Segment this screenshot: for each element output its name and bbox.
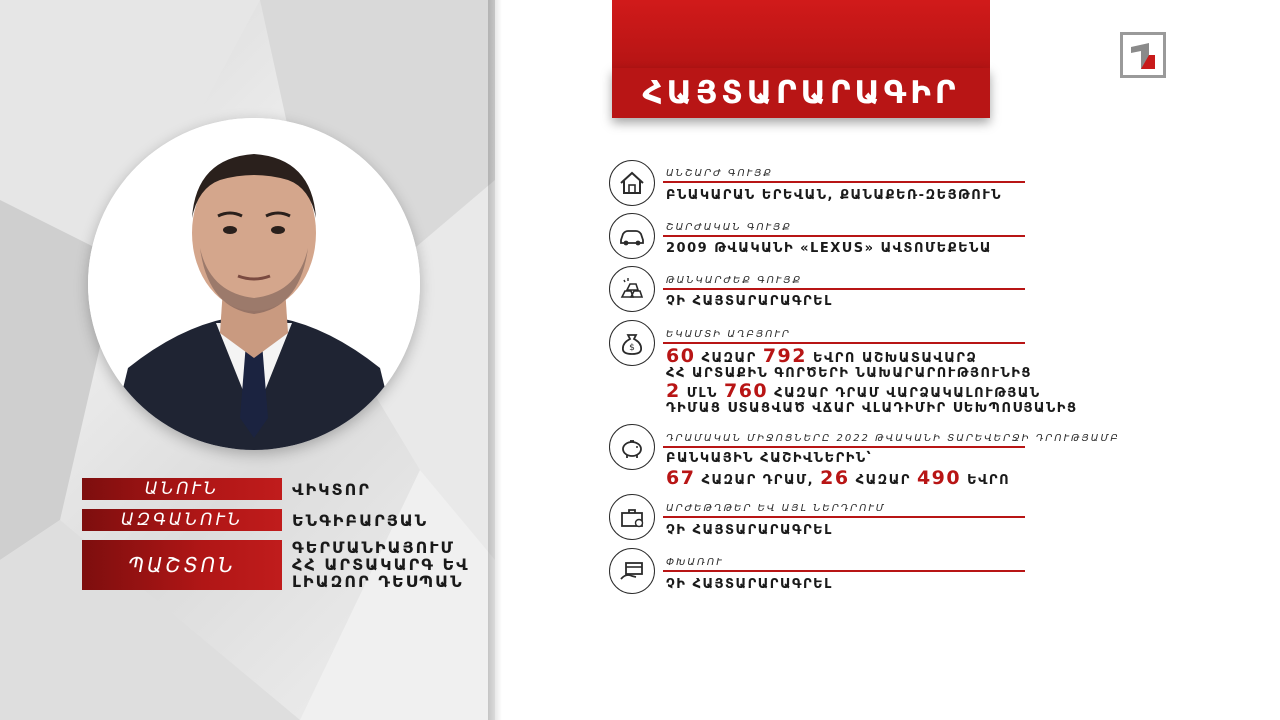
valuables-value: ՉԻ ՀԱՅՏԱՐԱՐԱԳՐԵԼ	[666, 294, 833, 309]
income-line-4: ԴԻՄԱՑ ՍՏԱՑՎԱԾ ՎՃԱՐ ՎԼԱԴԻՄԻՐ ՍԵԽՊՈՍՅԱՆԻՑ	[666, 401, 1078, 416]
cash-unit-3: ԵՎՐՈ	[961, 473, 1011, 488]
category-divider	[663, 288, 1025, 290]
income-line-1	[666, 345, 977, 367]
income-amount-1: 60	[666, 345, 696, 367]
svg-text:$: $	[629, 343, 635, 353]
position-line-2: ՀՀ ԱՐՏԱԿԱՐԳ ԵՎ	[292, 555, 470, 574]
money-bag-icon	[609, 320, 655, 366]
category-divider	[663, 516, 1025, 518]
securities-category: ԱՐԺԵԹՂԹԵՐ ԵՎ ԱՅԼ ՆԵՐԴՐՈՒՄ	[666, 503, 886, 514]
income-amount-2: 792	[762, 345, 807, 367]
cash-line-2	[666, 467, 1010, 489]
piggy-bank-icon	[609, 424, 655, 470]
portrait-photo	[88, 118, 420, 450]
position-label: ՊԱՇՏՈՆ	[82, 540, 282, 590]
movable-category: ՇԱՐԺԱԿԱՆ ԳՈՒՅՔ	[666, 222, 792, 233]
securities-value: ՉԻ ՀԱՅՏԱՐԱՐԱԳՐԵԼ	[666, 523, 833, 538]
real-estate-value: ԲՆԱԿԱՐԱՆ ԵՐԵՎԱՆ, ՔԱՆԱՔԵՌ-ԶԵՅԹՈՒՆ	[666, 188, 1003, 203]
income-category: ԵԿԱՄՏԻ ԱՂԲՅՈՒՐ	[666, 329, 791, 340]
real-estate-category: ԱՆՇԱՐԺ ԳՈՒՅՔ	[666, 168, 773, 179]
category-divider	[663, 342, 1025, 344]
category-divider	[663, 446, 1025, 448]
panel-divider	[488, 0, 502, 720]
category-divider	[663, 570, 1025, 572]
income-amount-4: 760	[723, 380, 769, 402]
income-desc-3: ՀԱԶԱՐ ԴՐԱՄ ՎԱՐՁԱԿԱԼՈՒԹՅԱՆ	[768, 386, 1041, 401]
cash-category: ԴՐԱՄԱԿԱՆ ՄԻՋՈՑՆԵՐԸ 2022 ԹՎԱԿԱՆԻ ՏԱՐԵՎԵՐՋԻ ԴՐՈՒԹՅԱՄԲ	[666, 433, 1120, 444]
cash-line-1: ԲԱՆԿԱՅԻՆ ՀԱՇԻՎՆԵՐԻՆ՝	[666, 451, 873, 466]
last-name-value: ԵՆԳԻԲԱՐՅԱՆ	[292, 511, 429, 530]
card-hand-icon	[609, 548, 655, 594]
category-divider	[663, 235, 1025, 237]
loans-value: ՉԻ ՀԱՅՏԱՐԱՐԱԳՐԵԼ	[666, 577, 833, 592]
cash-amount-1: 67	[666, 467, 696, 489]
income-line-3	[666, 380, 1041, 402]
last-name-label: ԱԶԳԱՆՈՒՆ	[82, 509, 282, 531]
channel-logo-icon	[1120, 32, 1166, 78]
income-unit-1: ՀԱԶԱՐ	[695, 351, 763, 366]
income-desc-1: ԵՎՐՈ ԱՇԽԱՏԱՎԱՐՁ	[806, 351, 978, 366]
category-divider	[663, 181, 1025, 183]
movable-value: 2009 ԹՎԱԿԱՆԻ «LEXUS» ԱՎՏՈՄԵՔԵՆԱ	[666, 241, 992, 256]
car-icon	[609, 213, 655, 259]
cash-unit-2: ՀԱԶԱՐ	[849, 473, 917, 488]
house-icon	[609, 160, 655, 206]
income-amount-3: 2	[666, 380, 681, 402]
gold-bars-icon	[609, 266, 655, 312]
position-line-1: ԳԵՐՄԱՆԻԱՅՈՒՄ	[292, 538, 455, 557]
first-name-label: ԱՆՈՒՆ	[82, 478, 282, 500]
income-line-2: ՀՀ ԱՐՏԱՔԻՆ ԳՈՐԾԵՐԻ ՆԱԽԱՐԱՐՈՒԹՅՈՒՆԻՑ	[666, 366, 1032, 381]
income-unit-3: ՄԼՆ	[680, 386, 724, 401]
cash-amount-2: 26	[820, 467, 850, 489]
position-value	[292, 539, 470, 590]
loans-category: ՓԽԱՌՈՒ	[666, 557, 724, 568]
position-line-3: ԼԻԱԶՈՐ ԴԵՍՊԱՆ	[292, 572, 464, 591]
title-banner-top	[612, 0, 990, 68]
briefcase-icon	[609, 494, 655, 540]
first-name-value: ՎԻԿՏՈՐ	[292, 480, 371, 499]
valuables-category: ԹԱՆԿԱՐԺԵՔ ԳՈՒՅՔ	[666, 275, 803, 286]
cash-unit-1: ՀԱԶԱՐ ԴՐԱՄ,	[695, 473, 821, 488]
cash-amount-3: 490	[916, 467, 962, 489]
page-title: ՀԱՅՏԱՐԱՐԱԳԻՐ	[612, 68, 990, 118]
